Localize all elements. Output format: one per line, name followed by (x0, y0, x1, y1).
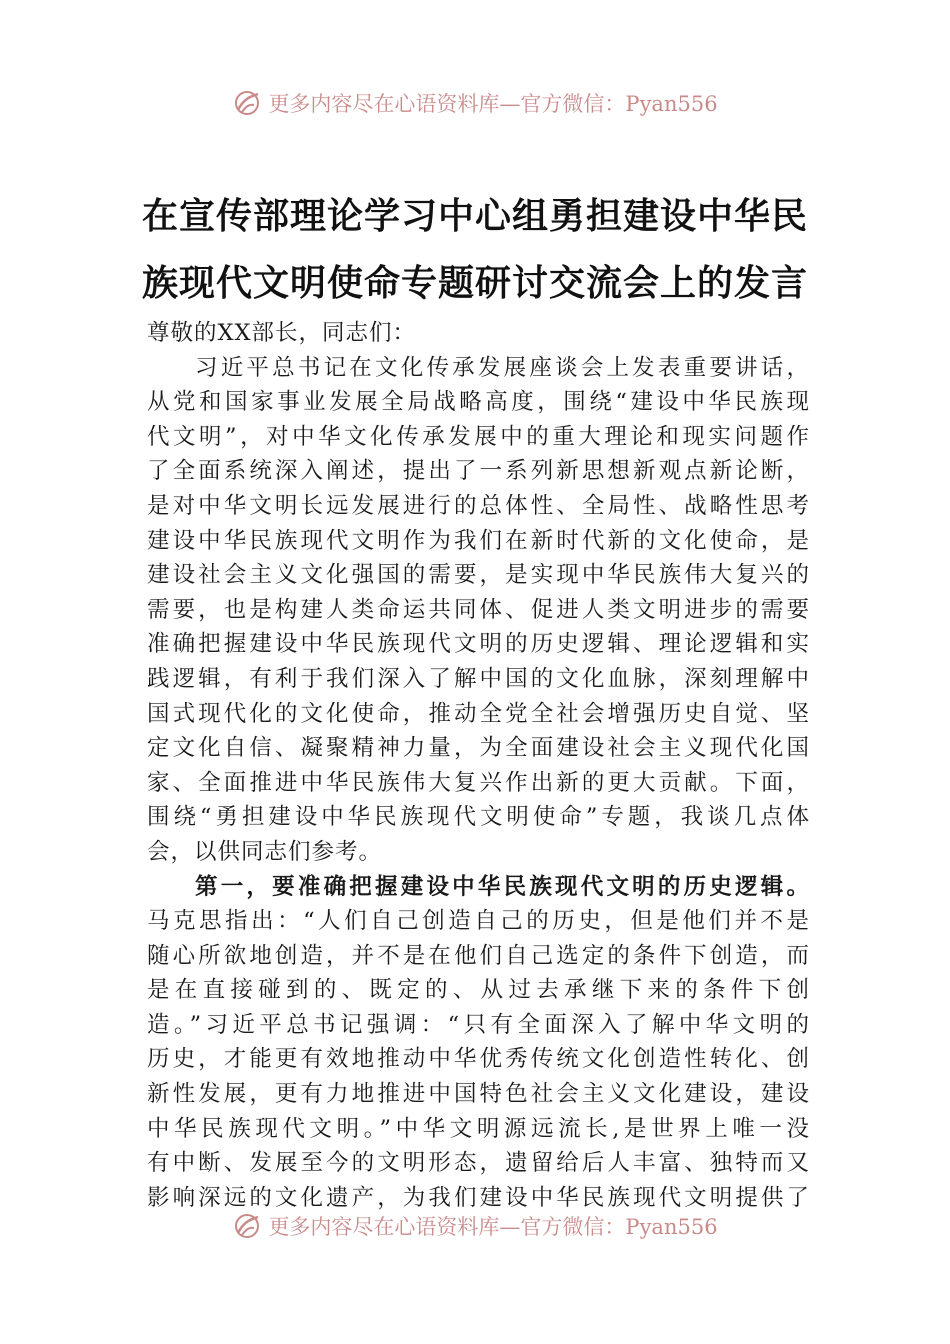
body-line: 建设中华民族现代文明作为我们在新时代新的文化使命，是 (147, 527, 810, 554)
body-line: 家、全面推进中华民族伟大复兴作出新的更大贡献。下面， (147, 769, 810, 796)
body-line: 了全面系统深入阐述，提出了一系列新思想新观点新论断， (147, 458, 810, 485)
body-line: 围绕“勇担建设中华民族现代文明使命”专题，我谈几点体 (147, 804, 810, 831)
body-line: 从党和国家事业发展全局战略高度，围绕“建设中华民族现 (147, 389, 810, 416)
body-line: 有中断、发展至今的文明形态，遗留给后人丰富、独特而又 (147, 1150, 810, 1177)
body-line: 马克思指出：“人们自己创造自己的历史，但是他们并不是 (147, 908, 810, 935)
document-body (147, 316, 810, 1215)
body-line: 习近平总书记在文化传承发展座谈会上发表重要讲话， (195, 354, 810, 381)
body-line: 建设社会主义文化强国的需要，是实现中华民族伟大复兴的 (147, 562, 810, 589)
watermark-logo-icon (232, 88, 262, 118)
body-line: 造。”习近平总书记强调：“只有全面深入了解中华文明的 (147, 1011, 810, 1038)
section-heading-1: 第一，要准确把握建设中华民族现代文明的历史逻辑。 (195, 873, 810, 900)
body-line: 中华民族现代文明。”中华文明源远流长,是世界上唯一没 (147, 1115, 810, 1142)
body-line: 影响深远的文化遗产，为我们建设中华民族现代文明提供了 (147, 1184, 810, 1211)
watermark-header (0, 88, 950, 118)
body-line: 需要，也是构建人类命运共同体、促进人类文明进步的需要 (147, 596, 810, 623)
body-line: 践逻辑，有利于我们深入了解中国的文化血脉，深刻理解中 (147, 665, 810, 692)
watermark-text: 更多内容尽在心语资料库—官方微信：Pyan556 (268, 92, 718, 116)
body-line: 历史，才能更有效地推动中华优秀传统文化创造性转化、创 (147, 1046, 810, 1073)
watermark-text: 更多内容尽在心语资料库—官方微信：Pyan556 (268, 1215, 718, 1239)
body-line: 随心所欲地创造，并不是在他们自己选定的条件下创造，而 (147, 942, 810, 969)
watermark-logo-icon (232, 1211, 262, 1241)
body-line: 代文明”，对中华文化传承发展中的重大理论和现实问题作 (147, 423, 810, 450)
body-line: 新性发展，更有力地推进中国特色社会主义文化建设，建设 (147, 1081, 810, 1108)
body-line: 准确把握建设中华民族现代文明的历史逻辑、理论逻辑和实 (147, 631, 810, 658)
document-title-line-1: 在宣传部理论学习中心组勇担建设中华民 (141, 195, 808, 237)
body-line: 是对中华文明长远发展进行的总体性、全局性、战略性思考 (147, 492, 810, 519)
salutation: 尊敬的XX部长，同志们： (147, 320, 417, 346)
body-line: 是在直接碰到的、既定的、从过去承继下来的条件下创 (147, 977, 810, 1004)
body-line: 国式现代化的文化使命，推动全党全社会增强历史自觉、坚 (147, 700, 810, 727)
body-line: 定文化自信、凝聚精神力量，为全面建设社会主义现代化国 (147, 735, 810, 762)
document-title-line-2: 族现代文明使命专题研讨交流会上的发言 (141, 262, 808, 304)
watermark-footer (0, 1211, 950, 1241)
body-line: 会，以供同志们参考。 (147, 838, 383, 865)
